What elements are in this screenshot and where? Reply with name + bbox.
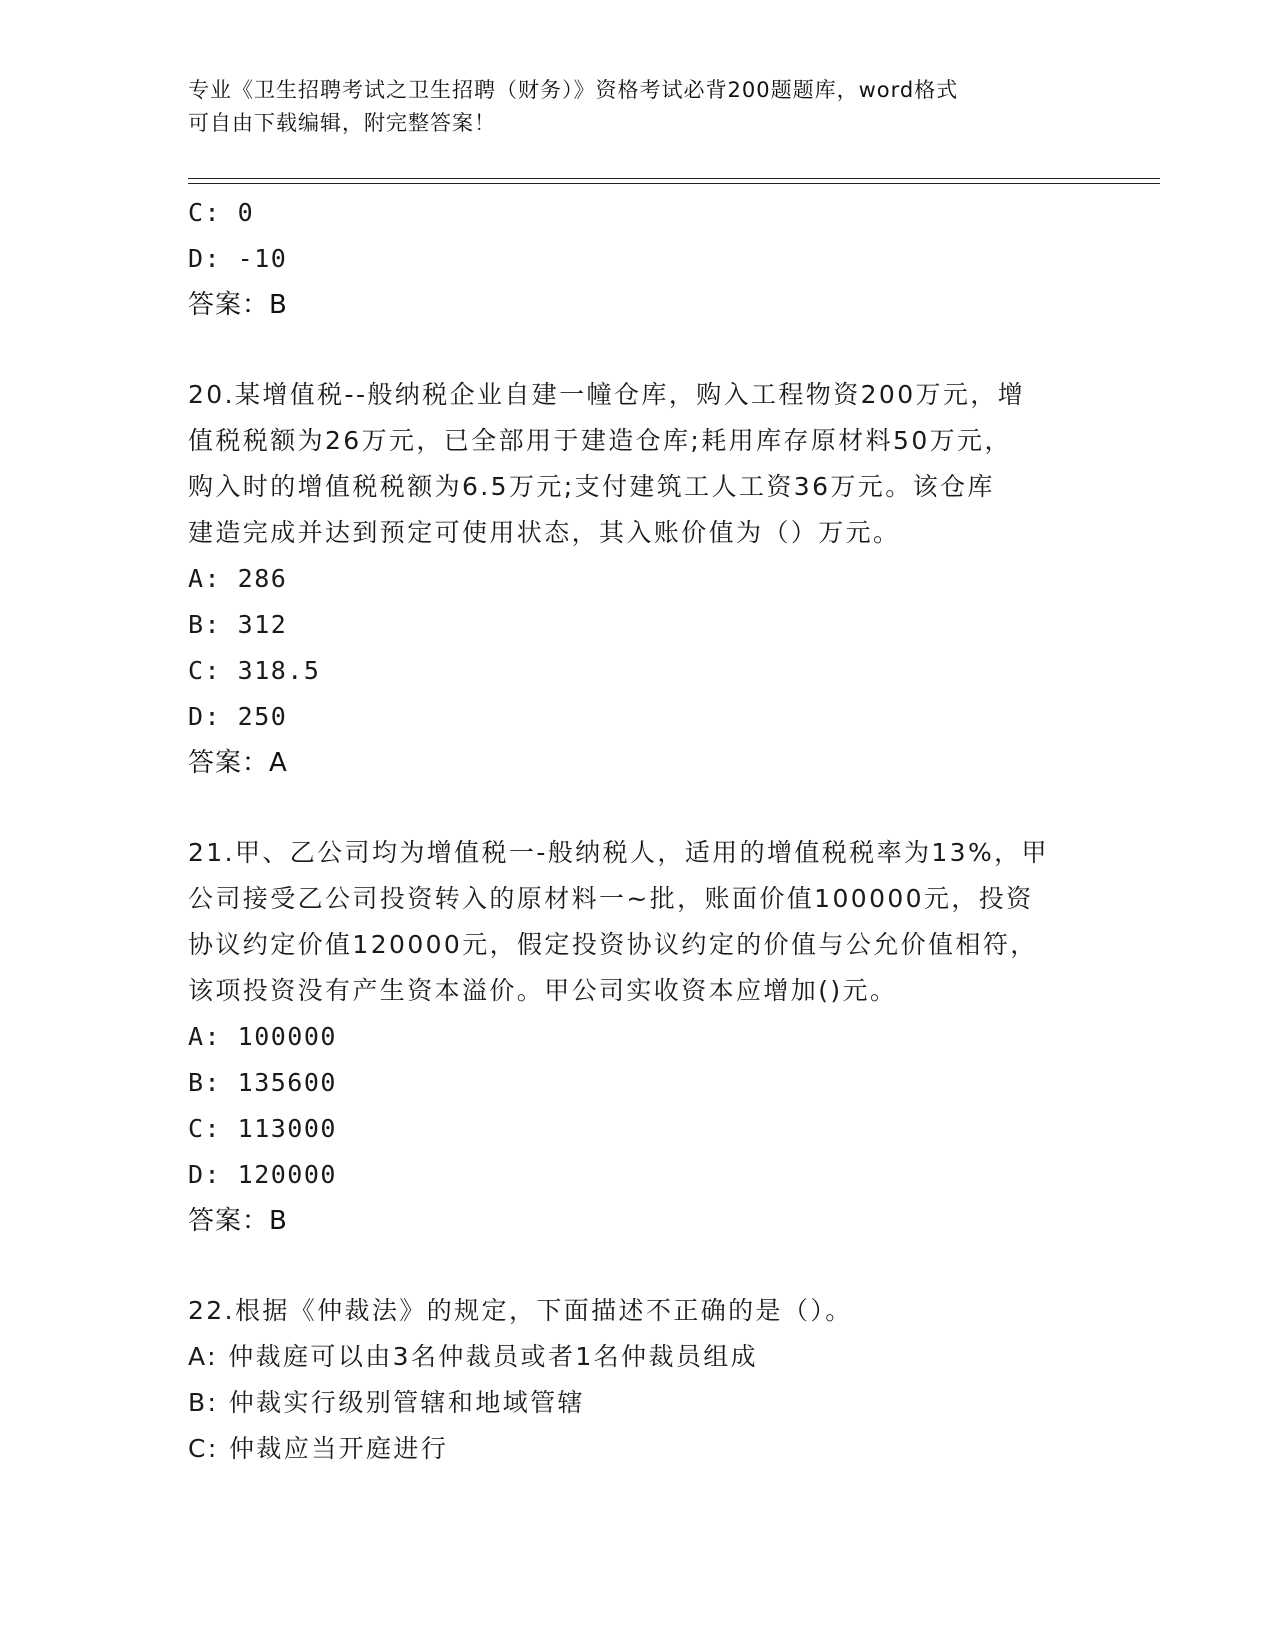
document-header	[188, 74, 1088, 140]
stem-line: 购入时的增值税税额为6.5万元;支付建筑工人工资36万元。该仓库	[188, 472, 995, 501]
option-d: D: 250	[188, 702, 288, 731]
option-c: C: 113000	[188, 1114, 337, 1143]
option-b: B: 312	[188, 610, 288, 639]
stem-line: 20.某增值税--般纳税企业自建一幢仓库，购入工程物资200万元，增	[188, 380, 1026, 409]
question-stem	[188, 372, 1088, 556]
stem-line: 值税税额为26万元，已全部用于建造仓库;耗用库存原材料50万元，	[188, 426, 1012, 455]
stem-line: 22.根据《仲裁法》的规定，下面描述不正确的是（）。	[188, 1296, 853, 1325]
previous-question-tail	[188, 190, 1088, 328]
option-c: C: 仲裁应当开庭进行	[188, 1434, 449, 1463]
question-stem	[188, 1288, 1088, 1334]
stem-line: 该项投资没有产生资本溢价。甲公司实收资本应增加()元。	[188, 976, 898, 1005]
question-20	[188, 372, 1088, 786]
question-21	[188, 830, 1088, 1244]
question-22	[188, 1288, 1088, 1472]
option-a: A: 仲裁庭可以由3名仲裁员或者1名仲裁员组成	[188, 1342, 759, 1371]
option-b: B: 仲裁实行级别管辖和地域管辖	[188, 1388, 585, 1417]
header-line-2: 可自由下载编辑，附完整答案！	[188, 111, 496, 135]
header-divider-top	[188, 178, 1160, 179]
document-body	[188, 190, 1088, 1472]
option-a: A: 100000	[188, 1022, 337, 1051]
option-d: D: 120000	[188, 1160, 337, 1189]
answer-line: 答案：B	[188, 290, 288, 320]
stem-line: 协议约定价值120000元，假定投资协议约定的价值与公允价值相符，	[188, 930, 1038, 959]
option-a: A: 286	[188, 564, 288, 593]
stem-line: 21.甲、乙公司均为增值税一-般纳税人，适用的增值税税率为13%，甲	[188, 838, 1049, 867]
answer-line: 答案：A	[188, 748, 288, 778]
option-c: C: 318.5	[188, 656, 321, 685]
stem-line: 建造完成并达到预定可使用状态，其入账价值为（）万元。	[188, 518, 901, 547]
header-line-1: 专业《卫生招聘考试之卫生招聘（财务）》资格考试必背200题题库，word格式	[188, 78, 959, 102]
stem-line: 公司接受乙公司投资转入的原材料一~批，账面价值100000元，投资	[188, 884, 1034, 913]
header-divider-bottom	[188, 183, 1160, 184]
option-d: D: -10	[188, 244, 288, 273]
question-stem	[188, 830, 1088, 1014]
answer-line: 答案：B	[188, 1206, 288, 1236]
option-c: C: 0	[188, 198, 255, 227]
option-b: B: 135600	[188, 1068, 337, 1097]
